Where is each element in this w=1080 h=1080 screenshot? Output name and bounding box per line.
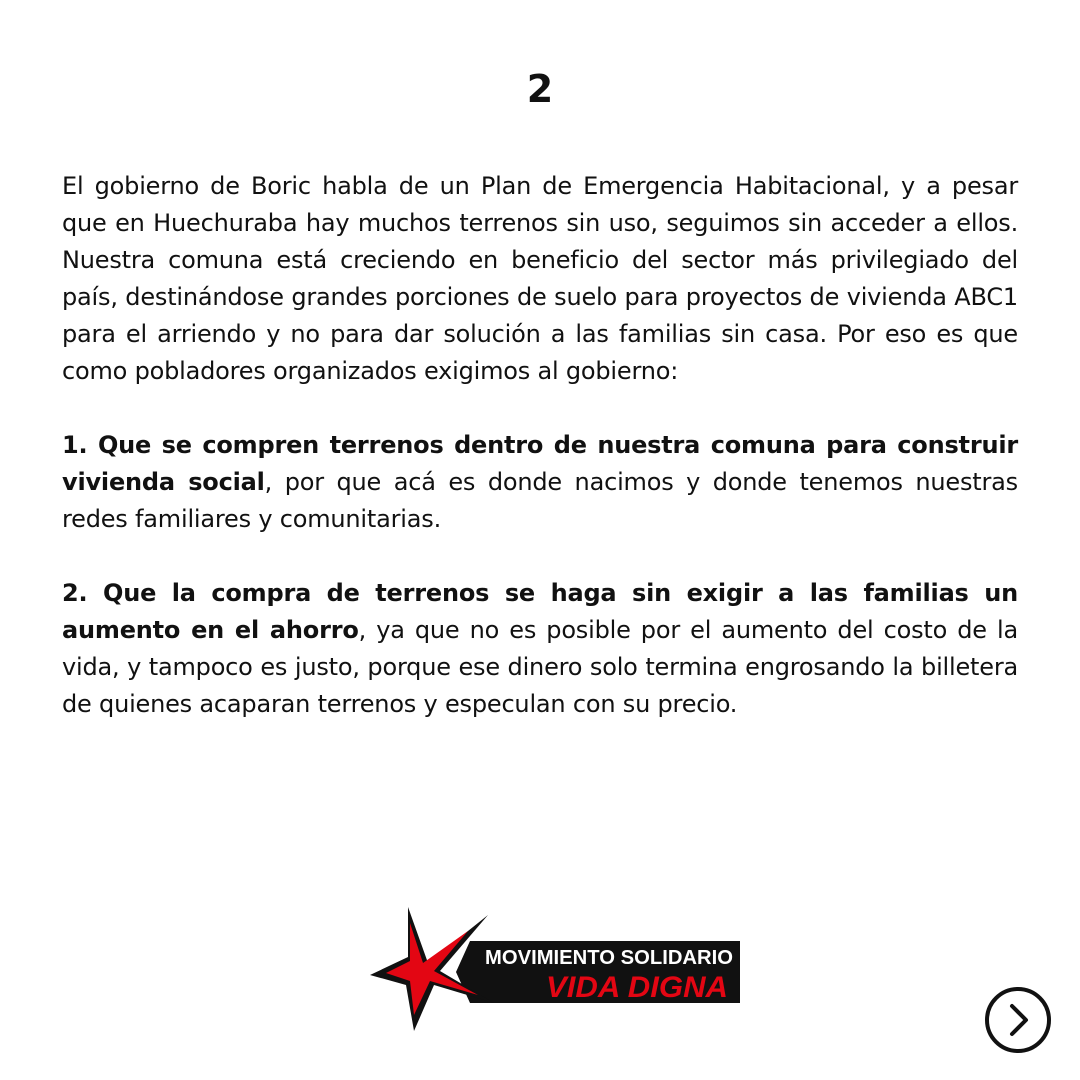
demand-1 [62, 427, 1018, 538]
movimiento-solidario-logo [370, 905, 742, 1035]
main-text [62, 168, 1018, 723]
demand-2-bold: 2. Que la compra de terrenos se haga sin exigir a las familias un aumento en el ahorro [62, 579, 1018, 644]
intro-paragraph: El gobierno de Boric habla de un Plan de Emergencia Habitacional, y a pesar que en Huechuraba hay muchos terrenos sin uso, seguimos sin acceder a ellos. Nuestra comuna está creciendo en beneficio del sector más privilegiado del país, destinándose grandes porciones de suelo para proyectos de vivienda ABC1 para el arriendo y no para dar solución a las familias sin casa. Por eso es que como pobladores organizados exigimos al gobierno: [62, 172, 1018, 385]
paragraph-gap [62, 390, 1018, 427]
demand-2 [62, 575, 1018, 723]
page-number: 2 [526, 67, 554, 111]
logo-line-2: VIDA DIGNA [546, 971, 728, 1004]
next-page-button[interactable] [984, 986, 1052, 1054]
logo-line-1: MOVIMIENTO SOLIDARIO [485, 947, 733, 969]
demand-1-text: , por que acá es donde nacimos y donde tenemos nuestras redes familiares y comunitarias. [62, 468, 1018, 533]
demand-1-bold: 1. Que se compren terrenos dentro de nuestra comuna para construir vivienda social [62, 431, 1018, 496]
demand-2-text: , ya que no es posible por el aumento del costo de la vida, y tampoco es justo, porque ese dinero solo termina engrosando la billetera de quienes acaparan terrenos y especulan con su precio. [62, 616, 1018, 718]
chevron-right-icon [984, 986, 1052, 1054]
paragraph-gap [62, 538, 1018, 575]
